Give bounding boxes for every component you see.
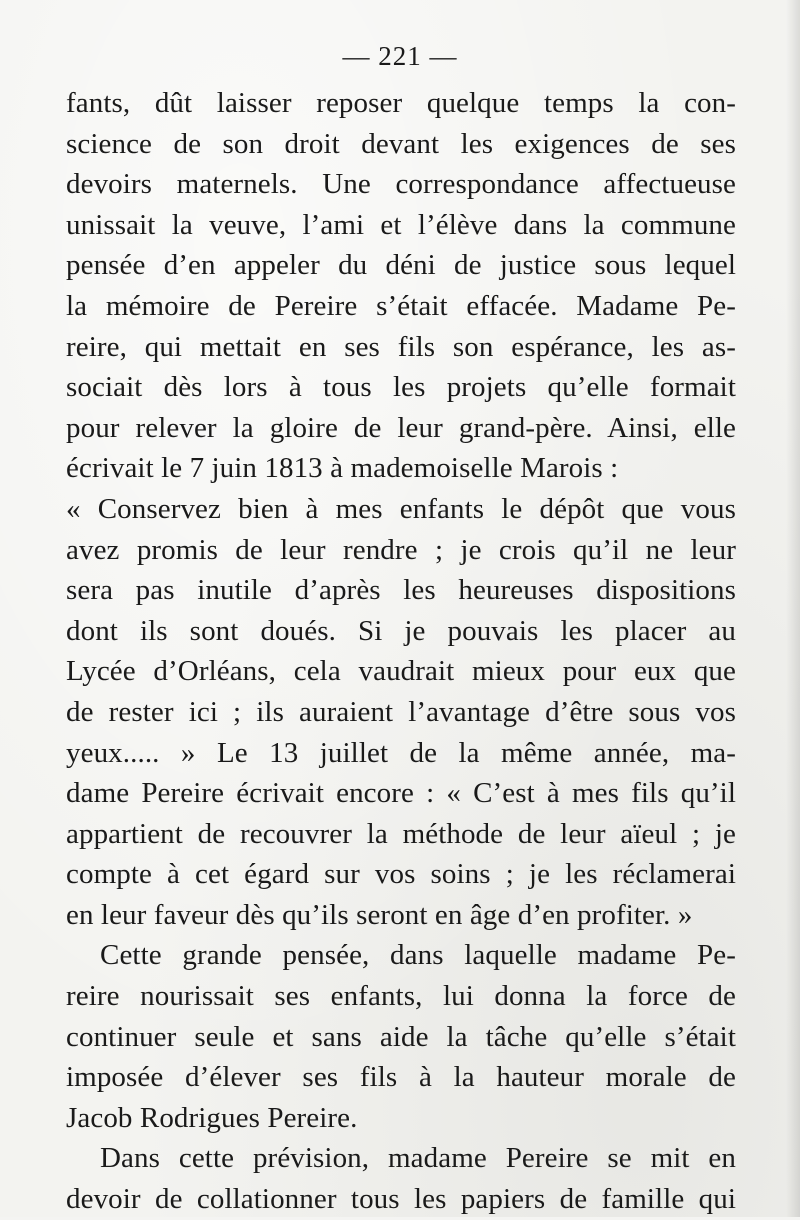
page-edge-shadow	[786, 0, 800, 1217]
text-line: reire, qui mettait en ses fils son espérance, les as-	[66, 330, 736, 363]
text-line: fants, dût laisser reposer quelque temps la con-	[66, 87, 736, 119]
body-text	[66, 83, 736, 1220]
page-number: — 221 —	[342, 41, 458, 71]
text-line: sera pas inutile d’après les heureuses dispositions	[66, 574, 736, 607]
text-line: sociait dès lors à tous les projets qu’elle formait	[66, 371, 736, 404]
text-line: écrivait le 7 juin 1813 à mademoiselle Marois :	[66, 452, 619, 485]
text-line: reire nourissait ses enfants, lui donna la force de	[66, 980, 736, 1013]
text-line: avez promis de leur rendre ; je crois qu’il ne leur	[66, 533, 736, 566]
text-line: pensée d’en appeler du déni de justice sous lequel	[66, 249, 736, 282]
text-line: compte à cet égard sur vos soins ; je les réclamerai	[66, 858, 736, 891]
text-line: Jacob Rodrigues Pereire.	[66, 1101, 358, 1134]
text-line: imposée d’élever ses fils à la hauteur morale de	[66, 1061, 736, 1094]
text-line: de rester ici ; ils auraient l’avantage d’être sous vos	[66, 695, 736, 728]
text-line: Cette grande pensée, dans laquelle madame Pe-	[100, 939, 736, 972]
text-line: unissait la veuve, l’ami et l’élève dans la commune	[66, 208, 736, 241]
text-line: la mémoire de Pereire s’était effacée. Madame Pe-	[66, 289, 736, 322]
text-line: dame Pereire écrivait encore : « C’est à mes fils qu’il	[66, 777, 736, 810]
text-line: en leur faveur dès qu’ils seront en âge d’en profiter. »	[66, 898, 693, 931]
text-line: « Conservez bien à mes enfants le dépôt que vous	[66, 492, 736, 525]
text-line: devoir de collationner tous les papiers de famille qui	[66, 1183, 736, 1216]
text-line: devoirs maternels. Une correspondance affectueuse	[66, 168, 736, 201]
text-line: continuer seule et sans aide la tâche qu’elle s’était	[66, 1020, 736, 1053]
text-line: Dans cette prévision, madame Pereire se mit en	[100, 1142, 736, 1175]
text-line: dont ils sont doués. Si je pouvais les placer au	[66, 614, 736, 647]
text-line: pour relever la gloire de leur grand-père. Ainsi, elle	[66, 411, 736, 444]
text-line: science de son droit devant les exigences de ses	[66, 127, 736, 160]
text-line: appartient de recouvrer la méthode de leur aïeul ; je	[66, 817, 736, 850]
text-line: yeux..... » Le 13 juillet de la même année, ma-	[66, 736, 736, 769]
text-line: Lycée d’Orléans, cela vaudrait mieux pour eux que	[66, 655, 736, 688]
